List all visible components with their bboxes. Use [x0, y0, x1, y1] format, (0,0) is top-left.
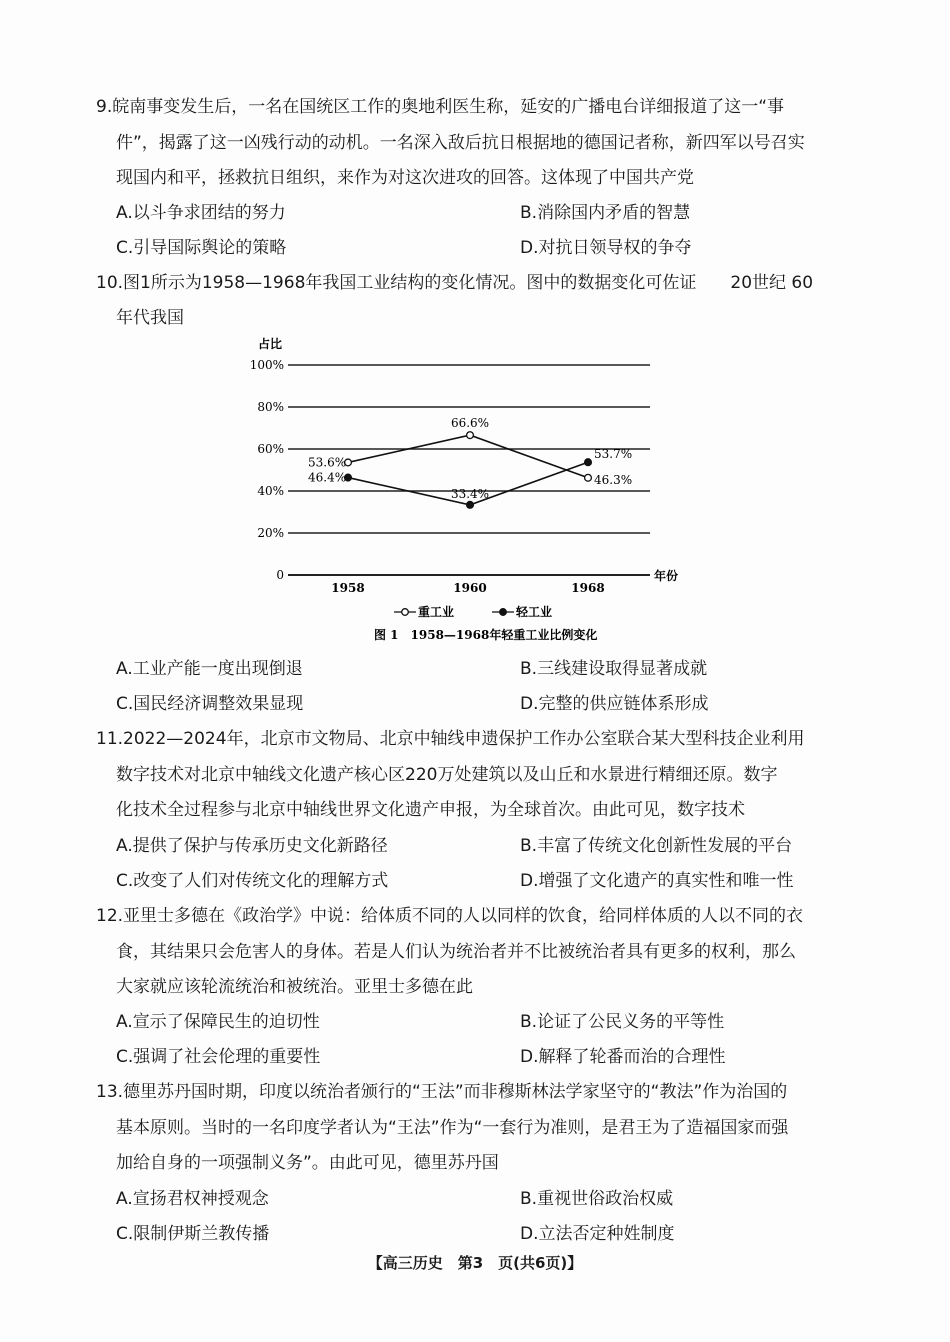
- question-text-line: 加给自身的一项强制义务”。由此可见，德里苏丹国: [116, 1153, 499, 1173]
- light-industry-point: [585, 459, 592, 466]
- question-text-line: 大家就应该轮流统治和被统治。亚里士多德在此: [116, 977, 473, 997]
- legend-label-heavy: 重工业: [418, 605, 455, 619]
- data-label: 46.4%: [308, 470, 347, 485]
- option-d[interactable]: D.对抗日领导权的争夺: [520, 238, 692, 258]
- legend-label-light: 轻工业: [516, 605, 553, 619]
- option-d[interactable]: D.增强了文化遗产的真实性和唯一性: [520, 871, 794, 891]
- option-d[interactable]: D.解释了轮番而治的合理性: [520, 1047, 726, 1067]
- light-industry-point: [467, 501, 474, 508]
- y-tick-label: 20%: [257, 526, 284, 540]
- y-tick-label: 80%: [257, 400, 284, 414]
- question-text-line: 现国内和平，拯救抗日组织，来作为对这次进攻的回答。这体现了中国共产党: [116, 168, 694, 188]
- option-b[interactable]: B.三线建设取得显著成就: [520, 659, 708, 679]
- page-footer: 【高三历史 第3 页(共6页)】: [367, 1254, 583, 1272]
- question-text-line: 年代我国: [116, 308, 184, 328]
- x-tick-label: 1960: [453, 581, 487, 595]
- option-d[interactable]: D.完整的供应链体系形成: [520, 694, 709, 714]
- data-label: 33.4%: [450, 486, 490, 501]
- option-a[interactable]: A.宣扬君权神授观念: [116, 1189, 269, 1209]
- legend-marker-light: [500, 609, 507, 616]
- option-c[interactable]: C.改变了人们对传统文化的理解方式: [116, 871, 389, 891]
- legend-marker-heavy: [402, 609, 409, 616]
- question-text-line: 食，其结果只会危害人的身体。若是人们认为统治者并不比被统治者具有更多的权利，那么: [116, 942, 796, 962]
- heavy-industry-point: [467, 432, 474, 439]
- question-text-line: 12.亚里士多德在《政治学》中说：给体质不同的人以同样的饮食，给同样体质的人以不同的衣: [96, 906, 804, 926]
- heavy-industry-point: [585, 474, 592, 481]
- option-b[interactable]: B.丰富了传统文化创新性发展的平台: [520, 836, 793, 856]
- chart-title: 图 1 1958—1968年轻重工业比例变化: [374, 628, 598, 642]
- question-text-line: 数字技术对北京中轴线文化遗产核心区220万处建筑以及山丘和水景进行精细还原。数字: [116, 765, 778, 785]
- y-tick-label: 0: [276, 568, 284, 582]
- question-text-line: 9.皖南事变发生后，一名在国统区工作的奥地利医生称，延安的广播电台详细报道了这一“事: [96, 97, 785, 117]
- y-tick-label: 60%: [257, 442, 284, 456]
- x-axis-label: 年份: [654, 569, 679, 583]
- option-a[interactable]: A.提供了保护与传承历史文化新路径: [116, 836, 388, 856]
- option-b[interactable]: B.论证了公民义务的平等性: [520, 1012, 725, 1032]
- question-text-line: 化技术全过程参与北京中轴线世界文化遗产申报，为全球首次。由此可见，数字技术: [116, 800, 745, 820]
- data-label: 53.6%: [308, 455, 347, 470]
- option-a[interactable]: A.宣示了保障民生的迫切性: [116, 1012, 320, 1032]
- x-tick-label: 1958: [331, 581, 365, 595]
- y-tick-label: 100%: [249, 358, 284, 372]
- y-axis-label: 占比: [258, 337, 283, 351]
- option-b[interactable]: B.重视世俗政治权威: [520, 1189, 674, 1209]
- y-tick-label: 40%: [257, 484, 284, 498]
- question-text-line: 基本原则。当时的一名印度学者认为“王法”作为“一套行为准则，是君王为了造福国家而强: [116, 1118, 789, 1138]
- option-d[interactable]: D.立法否定种姓制度: [520, 1224, 675, 1244]
- option-a[interactable]: A.以斗争求团结的努力: [116, 203, 286, 223]
- question-text-line: 件”，揭露了这一凶残行动的动机。一名深入敌后抗日根据地的德国记者称，新四军以号召实: [116, 133, 805, 153]
- option-c[interactable]: C.限制伊斯兰教传播: [116, 1224, 270, 1244]
- option-c[interactable]: C.引导国际舆论的策略: [116, 238, 287, 258]
- question-text-line: 10.图1所示为1958—1968年我国工业结构的变化情况。图中的数据变化可佐证 20世纪 60: [96, 273, 814, 293]
- data-label: 46.3%: [594, 472, 633, 487]
- option-c[interactable]: C.强调了社会伦理的重要性: [116, 1047, 321, 1067]
- data-label: 53.7%: [594, 447, 633, 462]
- option-b[interactable]: B.消除国内矛盾的智慧: [520, 203, 691, 223]
- industry-ratio-chart: [230, 330, 710, 650]
- x-tick-label: 1968: [571, 581, 605, 595]
- question-text-line: 13.德里苏丹国时期，印度以统治者颁行的“王法”而非穆斯林法学家坚守的“教法”作为治国的: [96, 1082, 788, 1102]
- option-c[interactable]: C.国民经济调整效果显现: [116, 694, 304, 714]
- heavy-industry-line: [348, 435, 588, 478]
- option-a[interactable]: A.工业产能一度出现倒退: [116, 659, 303, 679]
- question-text-line: 11.2022—2024年，北京市文物局、北京中轴线申遗保护工作办公室联合某大型科技企业利用: [96, 729, 805, 749]
- data-label: 66.6%: [450, 416, 490, 431]
